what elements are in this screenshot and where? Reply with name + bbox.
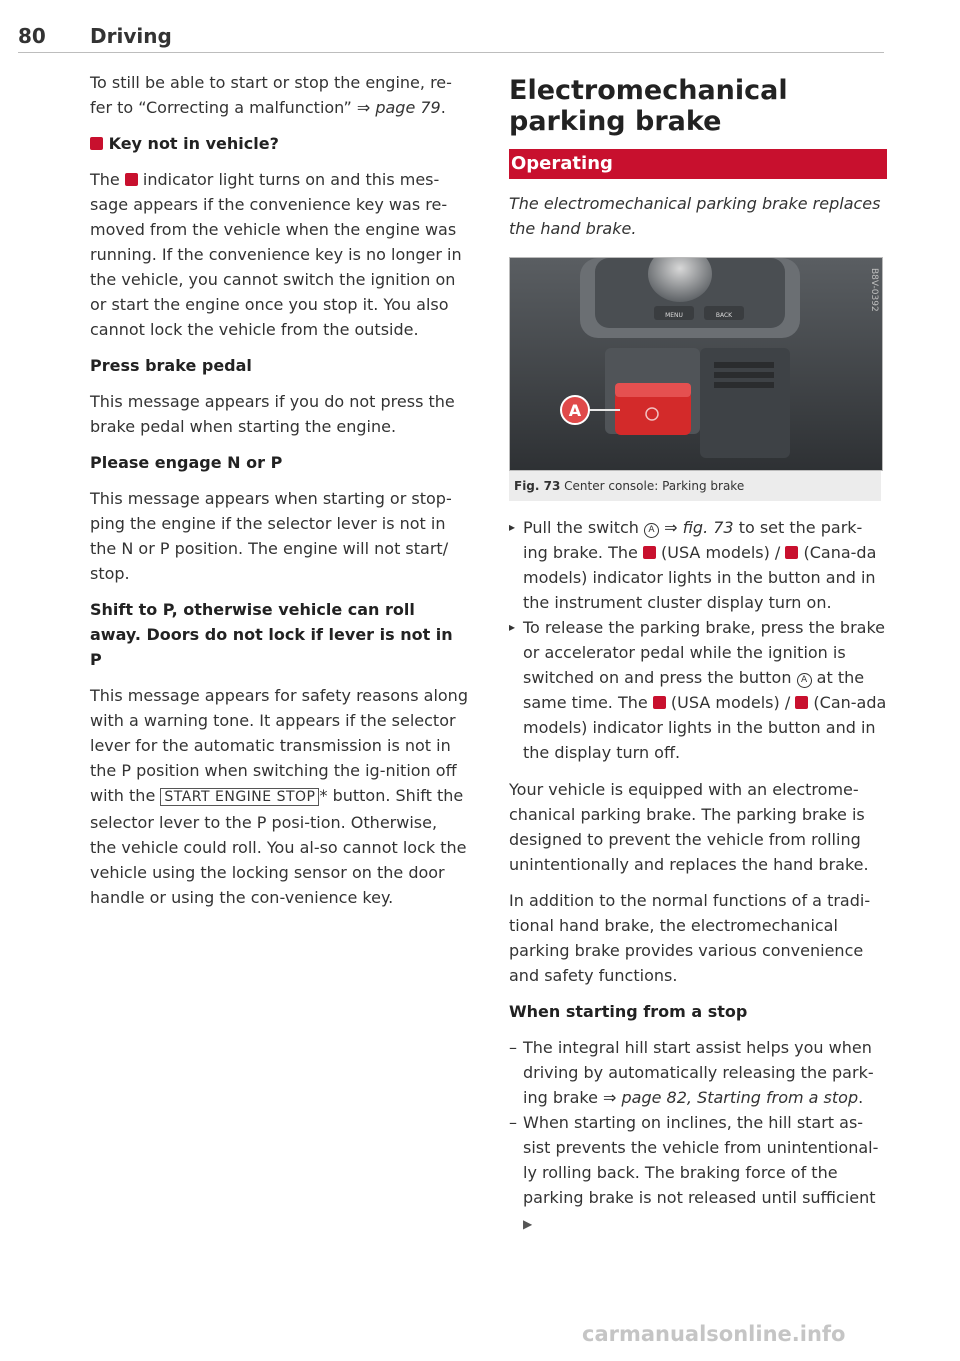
section-banner: Operating <box>509 149 887 179</box>
key-warning-icon <box>90 137 103 150</box>
paragraph-np: This message appears when starting or stop-ping the engine if the selector lever is not in the N or P position. The engine will not start/ stop. <box>90 489 452 583</box>
paragraph-restart: To still be able to start or stop the engine, re-fer to “Correcting a malfunction” ⇒ page 79. <box>90 73 452 117</box>
heading-starting-from-stop: When starting from a stop <box>509 1002 748 1021</box>
figure-link[interactable]: ⇒ fig. 73 <box>664 518 734 537</box>
watermark: carmanualsonline.info <box>582 1322 846 1346</box>
key-warning-icon <box>125 173 138 186</box>
paragraph-shift: This message appears for safety reasons along with a warning tone. It appears if the selector lever for the automatic transmission is not in the P position when switching the ig-nition off with the START ENGINE STOP * button. Shift the selector lever to the P posi-tion. Otherwise, the vehicle could roll. You al-so cannot lock the vehicle using the locking sensor on the door handle or using the con-venience key. <box>90 686 468 907</box>
figure-center-console <box>509 257 883 471</box>
paragraph-brake: This message appears if you do not press the brake pedal when starting the engine. <box>90 392 455 436</box>
page-header <box>18 22 884 53</box>
start-list <box>509 1035 887 1237</box>
right-column <box>509 75 887 1237</box>
hill-assist-item: – The integral hill start assist helps you when driving by automatically releasing the park-ing brake ⇒ page 82, Starting from a stop. <box>509 1035 887 1110</box>
page-link[interactable]: ⇒ page 79 <box>356 98 441 117</box>
heading-key-not-in-vehicle: Key not in vehicle? <box>90 131 468 156</box>
chapter-title: Electromechanical parking brake <box>509 75 788 137</box>
figure-code: B8V-0392 <box>869 268 879 312</box>
callout-a: A <box>568 401 582 420</box>
page-number: 80 <box>18 24 46 48</box>
park-canada-icon <box>785 546 798 559</box>
page-link[interactable]: ⇒ page 82, Starting from a stop <box>603 1088 859 1107</box>
console-illustration <box>510 258 882 470</box>
incline-item: – When starting on inclines, the hill start as-sist prevents the vehicle from unintentional-ly rolling back. The braking force of the parking brake is not released until sufficient ▶ <box>509 1110 887 1237</box>
instruction-set-brake: ▸ Pull the switch A ⇒ fig. 73 to set the park-ing brake. The (USA models) / (Cana-da models) indicator lights in the button and in the instrument cluster display turn on. <box>509 515 887 615</box>
continue-arrow-icon: ▶ <box>523 1217 533 1231</box>
start-engine-stop-key: START ENGINE STOP <box>160 788 319 806</box>
heading-shift-to-p: Shift to P, otherwise vehicle can roll away. Doors do not lock if lever is not in P <box>90 600 453 669</box>
instruction-list <box>509 515 887 765</box>
left-column <box>90 70 468 921</box>
menu-label: MENU <box>665 312 683 319</box>
instruction-release-brake: ▸ To release the parking brake, press the brake or accelerator pedal while the ignition is switched on and press the button A at the same time. The (USA models) / (Can-ada models) indicator lights in the button and in the display turn off. <box>509 615 887 765</box>
park-canada-icon <box>795 696 808 709</box>
heading-press-brake: Press brake pedal <box>90 356 252 375</box>
paragraph-key: The indicator light turns on and this mes-sage appears if the convenience key was re-moved from the vehicle when the engine was running. If the convenience key is no longer in the vehicle, you cannot switch the ignition on or start the engine once you stop it. You also cannot lock the vehicle from the outside. <box>90 170 462 339</box>
back-label: BACK <box>715 312 733 319</box>
heading-engage-np: Please engage N or P <box>90 453 283 472</box>
paragraph-functions: In addition to the normal functions of a tradi-tional hand brake, the electromechanical parking brake provides various convenience and safety functions. <box>509 891 871 985</box>
section-title: Driving <box>90 24 172 48</box>
park-usa-icon <box>653 696 666 709</box>
circle-a-icon: A <box>644 523 659 538</box>
figure-caption: Fig. 73 Center console: Parking brake <box>509 471 881 501</box>
intro-text: The electromechanical parking brake replaces the hand brake. <box>509 194 881 238</box>
paragraph-equipped: Your vehicle is equipped with an electrome-chanical parking brake. The parking brake is designed to prevent the vehicle from rolling unintentionally and replaces the hand brake. <box>509 780 869 874</box>
park-usa-icon <box>643 546 656 559</box>
circle-a-icon: A <box>797 673 812 688</box>
